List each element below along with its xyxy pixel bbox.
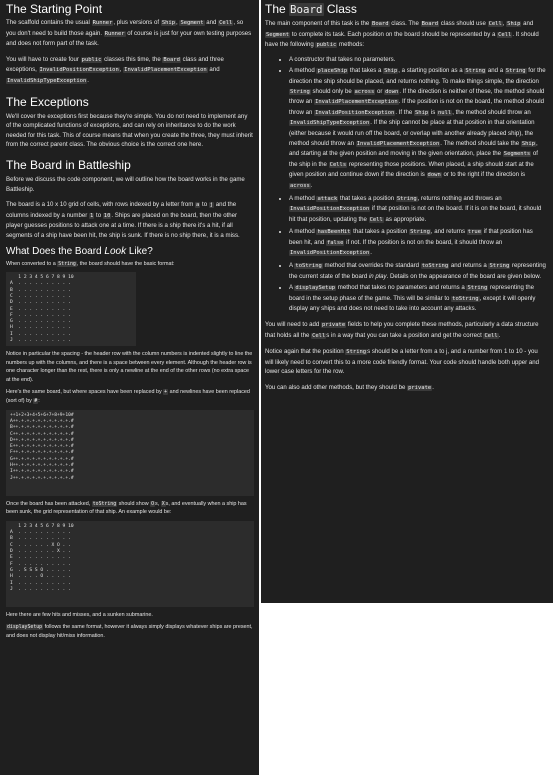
inline-code: a — [196, 202, 200, 209]
inline-code: displaySetup — [7, 624, 43, 631]
inline-code: String — [290, 88, 310, 95]
text-run: , the method should throw an — [452, 108, 531, 116]
text-run: follows the same format, however it always simply displays whatever ships are present, and does not display hit/miss information. — [6, 624, 253, 640]
text-run: . If the position is not on the board, the method should throw an — [289, 98, 544, 116]
inline-code: displaySetup — [295, 285, 336, 292]
text-run: representing those positions. When placed, a ship should start at the given position and continue down if the direction is — [289, 160, 534, 179]
text-run: A — [289, 284, 295, 292]
text-run: . — [310, 181, 313, 189]
text-run: The board is a 10 x 10 grid of cells, with rows indexed by a letter from — [6, 201, 195, 209]
text-run: You can also add other methods, but they should be — [265, 384, 408, 391]
text-run: representing the board in the setup phase of the game. This will be similar to — [289, 284, 535, 302]
inline-code: Cell — [369, 216, 383, 223]
public-classes-paragraph — [6, 55, 253, 87]
text-run: , — [176, 19, 180, 26]
private-fields-paragraph — [265, 320, 547, 341]
position-strings-paragraph — [265, 347, 547, 377]
scaffold-paragraph — [6, 18, 253, 49]
text-run: class. The — [389, 20, 421, 27]
text-run: if that position is not on the board. If it is on the board, it should hit that position, updating the — [289, 205, 542, 223]
inline-code: InvalidPositionException — [290, 250, 370, 257]
look-heading-pre: What Does the Board — [6, 245, 105, 257]
text-run: The main component of this task is the — [265, 20, 372, 27]
text-run: to complete its task. Each position on the board should be represented by a — [290, 30, 498, 38]
inline-code: Ship — [414, 109, 429, 116]
inline-code: Board — [163, 56, 180, 63]
text-run: , so you don't need to build those again. — [6, 19, 244, 37]
text-run: A — [289, 262, 295, 270]
inline-code: private — [408, 385, 432, 391]
inline-code: + — [164, 389, 168, 396]
text-run: . If the ship cannot be place at that position in that orientation (either because it would run off the board, or overlap with another already placed ship), the method should throw an — [289, 119, 535, 147]
methods-list — [265, 55, 547, 314]
inline-code: 1 — [90, 212, 94, 219]
inline-code: InvalidPositionException — [315, 109, 395, 116]
text-run: . Ships are placed on the board, then the other player guesses positions to attack one at a time. If there is a ship there it's a hit, if all segments of a ship have been hit, the ship is sunk. If there is no ship there, it is a miss. — [6, 211, 240, 239]
method-tostring-item — [289, 261, 547, 281]
text-run: should show — [117, 500, 151, 507]
text-run: You will have to create four — [6, 55, 81, 63]
look-heading-emphasis: Look — [104, 245, 127, 257]
text-run: that takes a — [348, 67, 384, 75]
inline-code: public — [81, 56, 102, 63]
text-run: and — [204, 19, 219, 26]
inline-code: across — [290, 182, 310, 189]
text-run: class should use — [439, 20, 488, 27]
board-description-paragraph — [6, 200, 253, 240]
emphasis-text: in play — [368, 272, 387, 280]
inline-code: Ship — [521, 140, 536, 147]
text-run: s, and eventually when a ship has been sunk, the grid representation of that ship. An example would be: — [6, 500, 247, 516]
text-run: . It should have the following — [265, 30, 539, 49]
text-run: classes this time, the — [102, 55, 163, 63]
text-run: . — [87, 76, 89, 84]
text-run: fields to help you complete these methods, particularly a data structure that holds all the — [265, 321, 539, 339]
inline-code: String — [58, 260, 76, 267]
text-run: as appropriate. — [383, 215, 427, 223]
text-run: or — [375, 87, 385, 95]
text-run: . — [370, 249, 372, 257]
inline-code: Cell — [484, 332, 498, 339]
inline-code: String — [396, 195, 417, 202]
method-placeship-item — [289, 66, 547, 191]
left-column — [0, 0, 259, 775]
inline-code: down — [385, 88, 399, 95]
text-run: , and starting at the given position and moving in the given orientation, place the — [289, 139, 538, 158]
text-run: Here's the same board, but where spaces have been replaced by — [6, 389, 164, 396]
inline-code: Cell — [488, 21, 502, 27]
inline-code: Segment — [266, 31, 290, 38]
board-class-heading-post: Class — [323, 2, 357, 16]
starting-point-heading: The Starting Point — [6, 2, 103, 16]
text-run: When converted to a — [6, 260, 58, 267]
method-constructor-item — [289, 55, 547, 65]
text-run: . — [498, 331, 501, 339]
inline-code: InvalidPositionException — [290, 206, 370, 213]
replaced-note-paragraph — [6, 388, 253, 405]
text-run: for the direction the ship should be placed, and returns nothing. To make things simple, the direction — [289, 67, 546, 85]
hits-note-paragraph — [6, 611, 253, 620]
inline-code: Runner — [92, 20, 113, 26]
inline-code: InvalidPlacementException — [124, 67, 207, 74]
inline-code: down — [427, 172, 441, 179]
inline-code: # — [34, 398, 38, 405]
text-run: of course is just for your own testing purposes and does not form part of the task. — [6, 29, 252, 48]
inline-code: toString — [295, 263, 322, 270]
inline-code: across — [354, 88, 375, 95]
text-run: that takes a position — [351, 228, 410, 236]
text-run: is — [429, 108, 437, 116]
inline-code: String — [346, 349, 367, 356]
inline-code: InvalidShipTypeException — [7, 77, 87, 84]
board-intro-paragraph — [6, 175, 253, 194]
text-run: Notice in particular the spacing - the header row with the column numbers is indented slightly to line the numbers up with the columns, and there is a space between every element. Although the header row is one character longer than the rest, there is only a newline at the end of the other rows (no extra space at the end). — [6, 351, 253, 383]
inline-code: Ship — [507, 21, 521, 27]
inline-code: Board — [372, 21, 389, 27]
inline-code: false — [326, 239, 344, 246]
method-attack-item — [289, 194, 547, 226]
text-run: . — [432, 384, 434, 391]
text-run: methods: — [337, 41, 365, 49]
board-class-intro-paragraph — [265, 19, 547, 51]
attacked-board-grid: 1 2 3 4 5 6 7 8 9 10 A . . . . . . . . . . B . . . . . . . . . . C . . . . . . X O . . D . . . . . . . X . . E . . . . . . . . . . F . . . . . . . . . . G . S S S O . . . . . H . . . . O . . . . . I . . . . . . . . . . J . . . . . . . . . . — [6, 521, 254, 607]
text-run: , and returns — [430, 228, 467, 236]
text-run: , — [502, 20, 507, 27]
inline-code: String — [467, 285, 488, 292]
text-run: and the columns indexed by a number — [6, 201, 237, 219]
text-run: . The method should take the — [440, 139, 521, 147]
inline-code: Ship — [384, 68, 398, 75]
board-class-heading-code: Board — [290, 3, 323, 16]
text-run: . If the — [395, 108, 414, 116]
text-run: and returns a — [449, 262, 489, 270]
text-run: if not. If the position is not on the board, it should throw an — [344, 238, 503, 246]
inline-code: Segment — [180, 20, 204, 26]
text-run: and a — [486, 67, 505, 75]
text-run: Before we discuss the code component, we will outline how the board works in the game Battleship. — [6, 175, 245, 193]
inline-code: placeShip — [317, 68, 348, 75]
inline-code: true — [467, 229, 482, 236]
text-run: s in a way that you can take a position and get the correct — [326, 331, 484, 339]
text-run: that takes a position — [338, 194, 396, 202]
inline-code: toString — [92, 500, 117, 507]
text-run: method that takes no parameters and returns a — [336, 284, 467, 292]
inline-code: private — [322, 322, 346, 329]
exceptions-heading: The Exceptions — [6, 94, 89, 109]
method-hasbeenhit-item — [289, 227, 547, 259]
text-run: , plus versions of — [113, 19, 161, 26]
converted-paragraph — [6, 260, 253, 269]
text-run: : — [38, 398, 40, 405]
text-run: . If the direction is neither of these, the method should throw an — [289, 87, 545, 106]
right-column — [261, 0, 553, 603]
method-displaysetup-item — [289, 283, 547, 314]
spacing-note-paragraph — [6, 350, 253, 384]
display-setup-note-paragraph — [6, 623, 253, 640]
text-run: A method — [289, 194, 317, 202]
text-run: should only be — [310, 87, 354, 95]
text-run: , except it will openly display any ships and does not need to take into account any attacks. — [289, 294, 536, 313]
text-run: representing the current state of the board — [289, 262, 546, 280]
inline-code: Segments — [503, 151, 531, 158]
text-run: A method — [289, 67, 317, 75]
text-run: to — [94, 211, 103, 219]
inline-code: hasBeenHit — [317, 229, 351, 236]
inline-code: O — [151, 500, 155, 507]
other-methods-paragraph — [265, 383, 547, 394]
text-run: , — [119, 66, 124, 74]
text-run: The scaffold contains the usual — [6, 19, 92, 26]
inline-code: null — [437, 109, 452, 116]
text-run: , returns nothing and throws an — [417, 194, 502, 202]
text-run: A method — [289, 228, 317, 236]
text-run: Notice again that the position — [265, 348, 346, 356]
text-run: , the board should have the basic format: — [76, 260, 175, 267]
inline-code: String — [489, 263, 510, 270]
text-run: to — [200, 201, 209, 209]
text-run: and newlines have been replaced (sort of) by — [6, 389, 250, 405]
inline-code: InvalidPlacementException — [315, 99, 398, 106]
inline-code: toString — [452, 295, 479, 302]
inline-code: InvalidPositionException — [39, 67, 119, 74]
text-run: . Details on the appearance of the board are given below. — [386, 272, 542, 280]
inline-code: Cell — [498, 31, 512, 38]
text-run: class and three exceptions, — [6, 55, 224, 74]
text-run: Once the board has been attacked, — [6, 500, 92, 507]
text-run: Here there are few hits and misses, and a sunken submarine. — [6, 611, 153, 618]
board-class-heading — [265, 2, 547, 17]
board-battleship-heading: The Board in Battleship — [6, 157, 131, 172]
inline-code: Board — [421, 21, 439, 27]
exceptions-paragraph — [6, 112, 253, 150]
text-run: method that overrides the standard — [322, 262, 421, 270]
text-run: You will need to add — [265, 321, 322, 329]
basic-board-grid: 1 2 3 4 5 6 7 8 9 10 A . . . . . . . . . . B . . . . . . . . . . C . . . . . . . . . . D . . . . . . . . . . E . . . . . . . . . . F . . . . . . . . . . G . . . . . . . . . . H . . . . . . . . . . I . . . . . . . . . . J . . . . . . . . . . — [6, 272, 136, 346]
inline-code: j — [209, 202, 214, 209]
text-run: We'll cover the exceptions first because they're simple. You do not need to implement any of the complicated functions of exceptions, and can rely on inheritance to do the work needed for this task. This of course means that when you create the three, they must inherit from the correct parent class. The obvious choice is the correct one here. — [6, 112, 253, 149]
inline-code: attack — [317, 195, 338, 202]
inline-code: String — [410, 229, 430, 236]
inline-code: Runner — [104, 30, 125, 37]
text-run: of the ship in the — [289, 150, 538, 168]
text-run: if that position has been hit, and — [289, 228, 533, 246]
text-run: or to the right if the direction is — [441, 171, 526, 179]
text-run: , a starting position as a — [398, 67, 465, 75]
inline-code: String — [465, 68, 486, 75]
board-look-heading — [6, 245, 253, 258]
inline-code: InvalidShipTypeException — [290, 120, 370, 127]
inline-code: Ship — [161, 20, 176, 26]
inline-code: String — [505, 68, 526, 75]
inline-code: Cells — [329, 161, 347, 168]
look-heading-post: Like? — [126, 245, 153, 257]
attacked-note-paragraph — [6, 500, 253, 517]
inline-code: X — [161, 500, 165, 507]
text-run: s, — [155, 500, 161, 507]
inline-code: 10 — [103, 212, 111, 219]
replaced-board-grid: ++1+2+3+4+5+6+7+8+9+10# A++.+.+.+.+.+.+.+.+.+.# B++.+.+.+.+.+.+.+.+.+.# C++.+.+.+.+.+.+.+.+.+.# D++.+.+.+.+.+.+.+.+.+.# E++.+.+.+.+.+.+.+.+.+.# F++.+.+.+.+.+.+.+.+.+.# G++.+.+.+.+.+.+.+.+.+.# H++.+.+.+.+.+.+.+.+.+.# I++.+.+.+.+.+.+.+.+.+.# J++.+.+.+.+.+.+.+.+.+.# — [6, 410, 254, 496]
inline-code: InvalidPlacementException — [356, 140, 440, 147]
board-class-heading-pre: The — [265, 2, 290, 16]
inline-code: toString — [421, 263, 449, 270]
text-run: A constructor that takes no parameters. — [289, 55, 396, 63]
inline-code: Cell — [312, 332, 326, 339]
text-run: s should be a letter from a to j, and a number from 1 to 10 - you will likely need to convert this to a more code friendly format. Your code should handle both upper and lower case letters for the row. — [265, 348, 540, 376]
text-run: and — [207, 66, 220, 74]
inline-code: public — [316, 42, 337, 49]
inline-code: Cell — [219, 20, 233, 26]
text-run: and — [521, 20, 534, 27]
